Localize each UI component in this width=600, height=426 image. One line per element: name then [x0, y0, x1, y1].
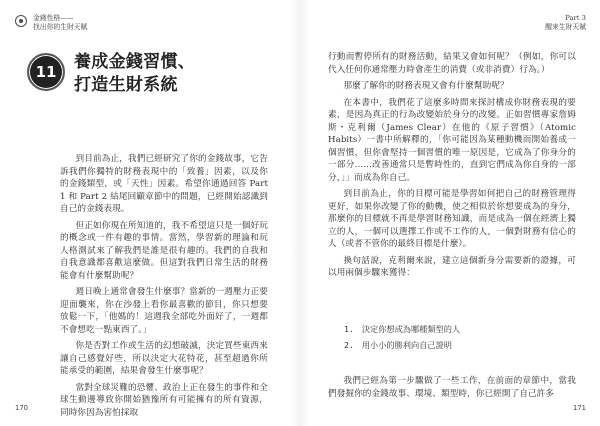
running-head-line1: 金錢性格——: [33, 14, 74, 22]
step-text: 用小小的勝利向自己證明: [361, 340, 452, 350]
paragraph: 換句話說，克利爾來說，建立這個新身分需要新的證據，可以用兩個步驟來獲得：: [328, 255, 576, 278]
running-head-title: 醒來生財天賦: [545, 23, 586, 31]
left-body-text: [60, 153, 268, 423]
step-text: 決定你想成為哪種類型的人: [361, 324, 461, 334]
chapter-title: 養成金錢習慣、 打造生財系統: [74, 52, 196, 95]
running-head-left: [15, 14, 87, 32]
steps-list: [344, 321, 574, 353]
gutter-shadow: [290, 0, 310, 426]
right-page: [300, 0, 600, 426]
chapter-number: 11: [35, 63, 57, 81]
chapter-number-badge: [27, 53, 65, 91]
paragraph: 你是否對工作或生活的幻想破滅，決定買些東西來讓自己感覺好些，所以決定大花特花，甚至超過你所能承受的範圍，結果會發生什麼事呢？: [60, 341, 268, 376]
page-number-left: 170: [15, 404, 28, 412]
step-number: 2.: [344, 340, 354, 350]
list-item: [344, 337, 574, 353]
circle-bullet-icon: [15, 15, 27, 27]
chapter-header: [27, 51, 195, 97]
running-head-right: [545, 14, 586, 32]
right-body-text-top: [328, 51, 576, 284]
step-number: 1.: [344, 324, 354, 334]
paragraph: 行動而暫停所有的財務活動，結果又會如何呢？（例如，你可以代入任何你通常壓力時會產生的消費（或非消費）行為。）: [328, 52, 576, 75]
paragraph: 那麼了解你的財務表現又會有什麼幫助呢？: [343, 81, 509, 91]
page-number-right: 171: [573, 404, 586, 412]
paragraph: 在本書中，我們花了這麼多時間來探討構成你財務表現的要素，是因為真正的行為改變始於身分的改變。正如習慣專家詹姆斯・克利爾（James Clear）在他的《原子習慣》（Atomic Habits）一書中所解釋的，「你可能因為某種動機而開始養成一個習慣，但你會堅持一個習慣的唯一原因是，它成為了你身分的一部分……改善通常只是暫時性的，直到它們成為你自身的一部分，」」而成為你自己。: [328, 97, 576, 183]
paragraph: 當對全球災難的恐懼、政治上正在發生的事件和全球生動邊導致你開始猶豫所有可能擁有的所有資源，同時你因為害怕採取: [60, 382, 268, 418]
running-head-part: Part 3: [565, 14, 586, 22]
paragraph: 到目前為止，你的目標可能是學習如何把自己的財務管理得更好，如果你改變了你的動機，使之相似於你想要成為的身分，那麼你的目標就不再是學習財務知識，而是成為一個在經濟上獨立的人，一個可以選擇工作或不工作的人，一個對財務有信心的人（或者不管你的最終目標是什麼）。: [328, 189, 576, 249]
paragraph: 週日晚上通常會發生什麼事？當新的一週壓力正要迎面襲來，你在沙發上看你最喜歡的節目，你只想要放鬆一下，「他媽的！這週我全部吃外面好了，一週都不會想吃一點東西了。」: [60, 287, 268, 335]
list-item: [344, 321, 574, 337]
right-body-text-bottom: [328, 375, 576, 404]
running-head-text: [33, 14, 87, 32]
paragraph: 我們已經為第一步驟做了一些工作，在前面的章節中，當我們發掘你的金錢故事、環境、類型時，你已經開了自己許多: [328, 376, 576, 399]
paragraph: 到目前為止，我們已經研究了你的金錢故事，它告訴我們你獨特的財務表現中的「致養」因素，以及你的金錢類型，或「天性」因素。希望你通過回答 Part 1 和 Part 2 結尾回顧章節中的問題，已經開始認識到自己的金錢表現。: [60, 154, 268, 214]
running-head-line2: 找出你的生財天賦: [33, 23, 88, 31]
paragraph: 但正如你現在所知道的，我不希望這只是一個好玩的概念或一件有趣的事情。當然，學習新的理論和玩人格測試來了解我們是誰是很有趣的。我們的自我和自我意識都喜歡這麼做。但這對我們日常生活的財務能會有什麼幫助呢？: [60, 220, 268, 281]
